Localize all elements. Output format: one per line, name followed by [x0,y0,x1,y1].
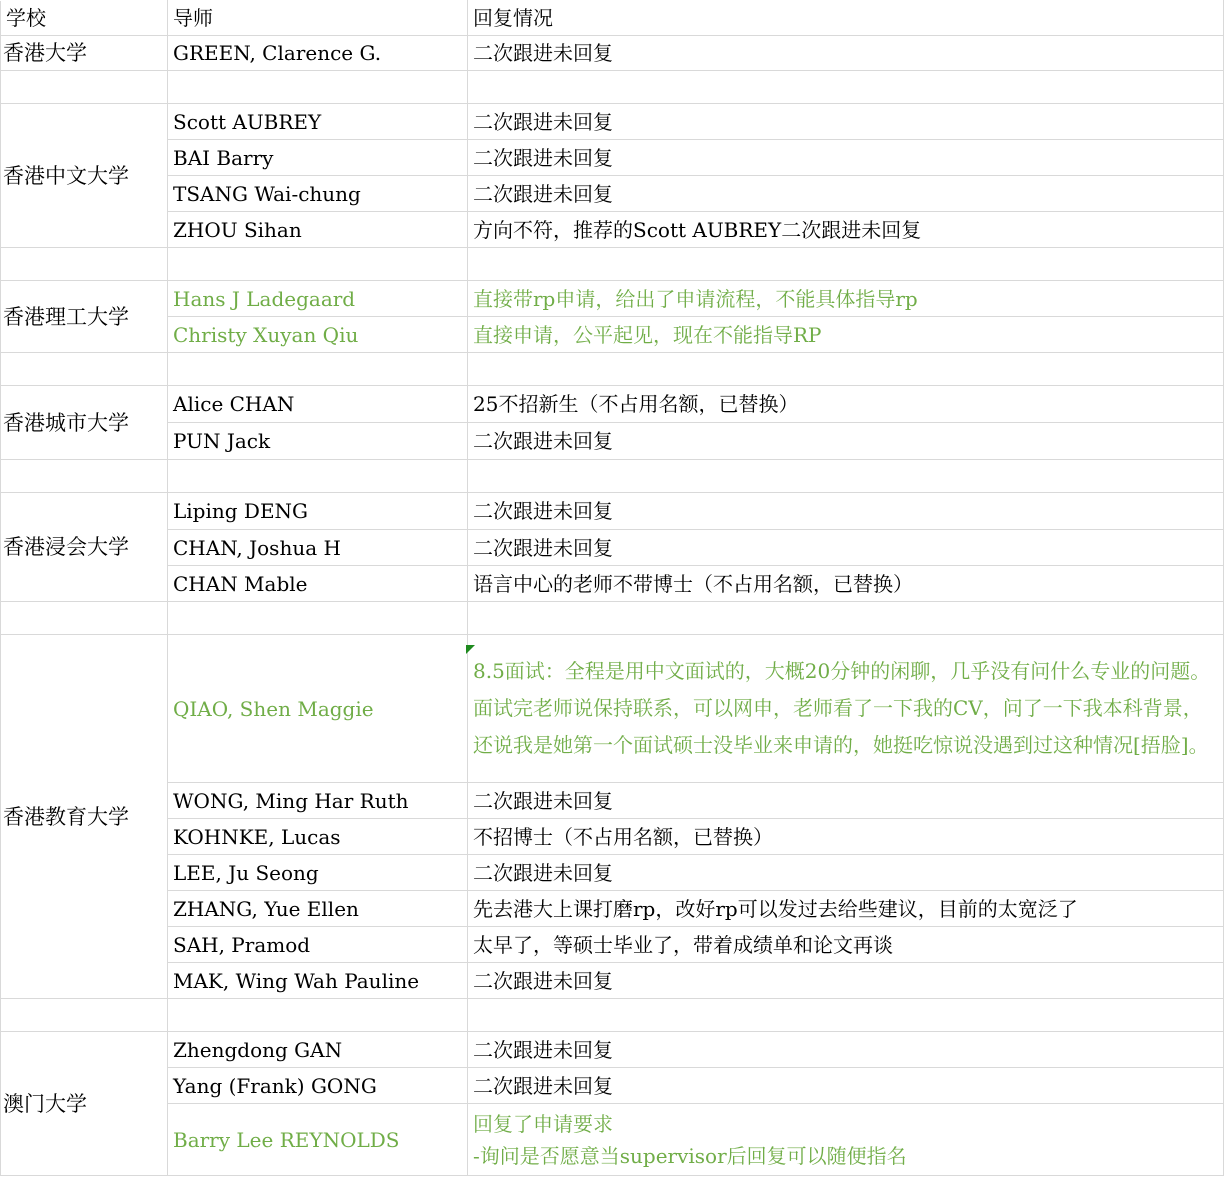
reply-cell[interactable]: 二次跟进未回复 [468,36,1224,71]
reply-cell[interactable]: 二次跟进未回复 [468,423,1224,460]
reply-cell[interactable]: 直接申请，公平起见，现在不能指导RP [468,317,1224,353]
reply-cell[interactable]: 语言中心的老师不带博士（不占用名额，已替换） [468,566,1224,602]
table-row [1,281,1224,317]
table-row [1,855,1224,891]
header-reply[interactable]: 回复情况 [468,1,1224,36]
empty-cell[interactable] [468,460,1224,493]
empty-cell[interactable] [168,602,468,635]
reply-cell[interactable]: 二次跟进未回复 [468,1032,1224,1068]
empty-cell[interactable] [468,602,1224,635]
supervisor-cell[interactable]: QIAO, Shen Maggie [168,635,468,783]
supervisor-cell[interactable]: BAI Barry [168,140,468,176]
empty-cell[interactable] [1,71,168,104]
supervisor-cell[interactable]: Yang (Frank) GONG [168,1068,468,1104]
supervisor-cell[interactable]: Hans J Ladegaard [168,281,468,317]
table-row [1,1032,1224,1068]
empty-cell[interactable] [1,353,168,386]
table-row [1,493,1224,530]
reply-cell[interactable]: 直接带rp申请，给出了申请流程，不能具体指导rp [468,281,1224,317]
school-cell[interactable]: 香港城市大学 [1,386,168,460]
supervisor-cell[interactable]: MAK, Wing Wah Pauline [168,963,468,999]
table-row [1,530,1224,566]
supervisor-cell[interactable]: Zhengdong GAN [168,1032,468,1068]
reply-cell[interactable]: 二次跟进未回复 [468,1068,1224,1104]
supervisor-cell[interactable]: PUN Jack [168,423,468,460]
empty-row [1,71,1224,104]
table-row [1,927,1224,963]
table-row [1,176,1224,212]
empty-cell[interactable] [168,71,468,104]
empty-cell[interactable] [168,999,468,1032]
header-school[interactable]: 学校 [1,1,168,36]
table-row [1,212,1224,248]
reply-cell[interactable]: 二次跟进未回复 [468,104,1224,140]
supervisor-cell[interactable]: KOHNKE, Lucas [168,819,468,855]
supervisor-cell[interactable]: Barry Lee REYNOLDS [168,1104,468,1176]
supervisor-cell[interactable]: TSANG Wai-chung [168,176,468,212]
empty-cell[interactable] [168,460,468,493]
empty-cell[interactable] [468,999,1224,1032]
empty-cell[interactable] [468,248,1224,281]
supervisor-cell[interactable]: CHAN Mable [168,566,468,602]
empty-cell[interactable] [168,248,468,281]
empty-row [1,248,1224,281]
table-row [1,566,1224,602]
reply-cell[interactable]: 二次跟进未回复 [468,783,1224,819]
school-cell[interactable]: 澳门大学 [1,1032,168,1176]
reply-cell[interactable]: 二次跟进未回复 [468,855,1224,891]
reply-cell[interactable]: 不招博士（不占用名额，已替换） [468,819,1224,855]
supervisor-cell[interactable]: Christy Xuyan Qiu [168,317,468,353]
empty-row [1,602,1224,635]
reply-cell[interactable]: 先去港大上课打磨rp，改好rp可以发过去给些建议，目前的太宽泛了 [468,891,1224,927]
table-row [1,140,1224,176]
supervisor-cell[interactable]: ZHANG, Yue Ellen [168,891,468,927]
table-row [1,891,1224,927]
table-row [1,1068,1224,1104]
supervisor-cell[interactable]: CHAN, Joshua H [168,530,468,566]
table-row [1,1104,1224,1176]
school-cell[interactable]: 香港教育大学 [1,635,168,999]
table-row [1,783,1224,819]
reply-cell[interactable]: 二次跟进未回复 [468,530,1224,566]
reply-line: -询问是否愿意当supervisor后回复可以随便指名 [473,1143,907,1168]
supervisor-cell[interactable]: WONG, Ming Har Ruth [168,783,468,819]
school-cell[interactable]: 香港理工大学 [1,281,168,353]
school-cell[interactable]: 香港大学 [1,36,168,71]
empty-cell[interactable] [468,353,1224,386]
empty-cell[interactable] [168,353,468,386]
reply-cell[interactable]: 8.5面试：全程是用中文面试的，大概20分钟的闲聊，几乎没有问什么专业的问题。面试完老师说保持联系，可以网申，老师看了一下我的CV，问了一下我本科背景，还说我是她第一个面试硕士没毕业来申请的，她挺吃惊说没遇到过这种情况[捂脸]。 [468,635,1224,783]
empty-cell[interactable] [1,248,168,281]
supervisor-cell[interactable]: SAH, Pramod [168,927,468,963]
school-cell[interactable]: 香港中文大学 [1,104,168,248]
supervisor-cell[interactable]: Alice CHAN [168,386,468,423]
empty-row [1,460,1224,493]
empty-row [1,999,1224,1032]
supervisor-cell[interactable]: LEE, Ju Seong [168,855,468,891]
supervisor-cell[interactable]: ZHOU Sihan [168,212,468,248]
reply-cell[interactable]: 二次跟进未回复 [468,493,1224,530]
empty-cell[interactable] [468,71,1224,104]
reply-cell[interactable]: 二次跟进未回复 [468,140,1224,176]
supervisor-cell[interactable]: GREEN, Clarence G. [168,36,468,71]
empty-cell[interactable] [1,999,168,1032]
table-row [1,635,1224,783]
reply-cell[interactable] [468,1104,1224,1176]
table-row [1,819,1224,855]
reply-cell[interactable]: 方向不符，推荐的Scott AUBREY二次跟进未回复 [468,212,1224,248]
table-row [1,386,1224,423]
empty-cell[interactable] [1,602,168,635]
supervisor-cell[interactable]: Liping DENG [168,493,468,530]
comment-indicator-icon[interactable] [466,645,475,654]
table-row [1,963,1224,999]
empty-cell[interactable] [1,460,168,493]
table-row [1,104,1224,140]
reply-cell[interactable]: 25不招新生（不占用名额，已替换） [468,386,1224,423]
table-row [1,36,1224,71]
header-supervisor[interactable]: 导师 [168,1,468,36]
table-row [1,317,1224,353]
reply-line: 回复了申请要求 [473,1111,613,1136]
table-row [1,423,1224,460]
school-cell[interactable]: 香港浸会大学 [1,493,168,602]
reply-cell[interactable]: 太早了，等硕士毕业了，带着成绩单和论文再谈 [468,927,1224,963]
empty-row [1,353,1224,386]
supervisor-cell[interactable]: Scott AUBREY [168,104,468,140]
reply-cell[interactable]: 二次跟进未回复 [468,176,1224,212]
reply-cell[interactable]: 二次跟进未回复 [468,963,1224,999]
header-row [1,1,1224,36]
